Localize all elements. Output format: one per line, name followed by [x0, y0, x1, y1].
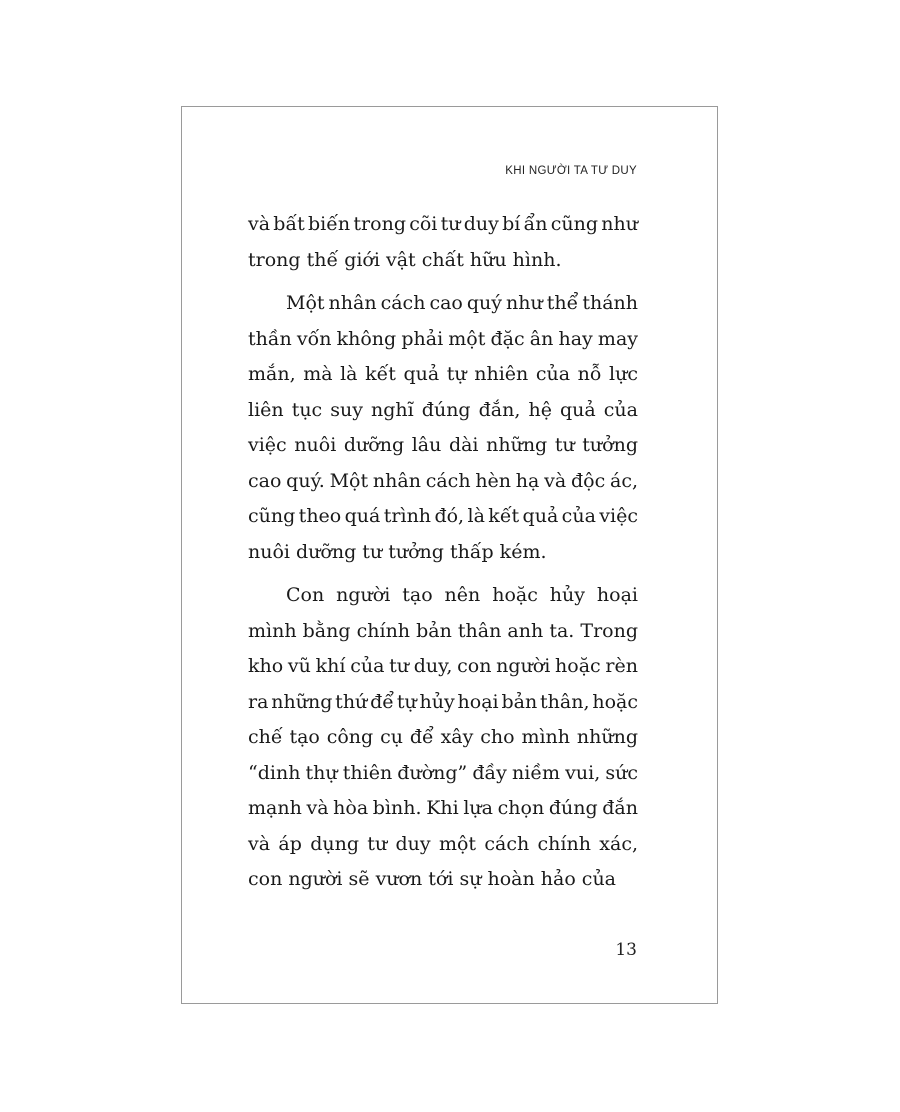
- paragraph-gap: [248, 278, 638, 286]
- text-line: và bất biến trong cõi tư duy bí ẩn cũng như: [248, 213, 638, 235]
- text-line: mạnh và hòa bình. Khi lựa chọn đúng đắn: [248, 797, 638, 819]
- text-line: cũng theo quá trình đó, là kết quả của việc: [248, 505, 638, 527]
- text-line: mình bằng chính bản thân anh ta. Trong: [248, 619, 638, 642]
- text-line: và áp dụng tư duy một cách chính xác,: [248, 832, 638, 855]
- book-page: [181, 106, 718, 1004]
- text-line: chế tạo công cụ để xây cho mình những: [248, 726, 638, 748]
- text-line: việc nuôi dưỡng lâu dài những tư tưởng: [248, 434, 638, 456]
- text-line: nuôi dưỡng tư tưởng thấp kém.: [248, 540, 547, 563]
- text-line: kho vũ khí của tư duy, con người hoặc rèn: [248, 655, 638, 677]
- text-line: Một nhân cách cao quý như thể thánh: [286, 292, 638, 314]
- text-line: mắn, mà là kết quả tự nhiên của nỗ lực: [248, 363, 638, 385]
- text-line: trong thế giới vật chất hữu hình.: [248, 248, 562, 271]
- running-header: KHI NGƯỜI TA TƯ DUY: [505, 165, 637, 177]
- text-line: cao quý. Một nhân cách hèn hạ và độc ác,: [248, 469, 638, 492]
- body-text: [248, 207, 638, 898]
- text-line: ra những thứ để tự hủy hoại bản thân, hoặc: [248, 690, 638, 713]
- text-line: “dinh thự thiên đường” đầy niềm vui, sức: [248, 761, 638, 784]
- text-line: liên tục suy nghĩ đúng đắn, hệ quả của: [248, 398, 638, 421]
- text-line: Con người tạo nên hoặc hủy hoại: [286, 584, 638, 606]
- text-line: con người sẽ vươn tới sự hoàn hảo của: [248, 868, 617, 890]
- paragraph-gap: [248, 570, 638, 578]
- page-number: 13: [615, 940, 637, 960]
- text-line: thần vốn không phải một đặc ân hay may: [248, 327, 638, 350]
